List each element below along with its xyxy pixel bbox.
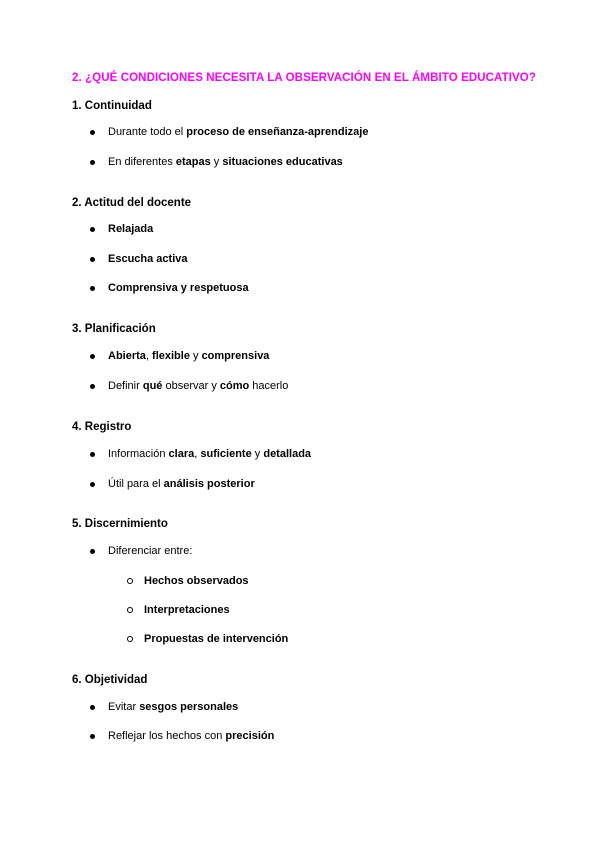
section-heading-registro: 4. Registro: [72, 421, 132, 433]
list-item: Definir qué observar y cómo hacerlo: [108, 380, 288, 392]
bullet-icon: [90, 227, 95, 232]
section-heading-actitud: 2. Actitud del docente: [72, 197, 192, 209]
circle-bullet-icon: [127, 636, 133, 642]
section-heading-objetividad: 6. Objetividad: [72, 674, 148, 686]
sub-list-item: Interpretaciones: [144, 604, 230, 616]
list-item: Útil para el análisis posterior: [108, 478, 255, 490]
list-item: Durante todo el proceso de enseñanza-aprendizaje: [108, 126, 368, 138]
sub-list-item: Hechos observados: [144, 575, 249, 587]
list-item: Reflejar los hechos con precisión: [108, 730, 274, 742]
section-heading-continuidad: 1. Continuidad: [72, 100, 152, 112]
section-heading-planificacion: 3. Planificación: [72, 323, 156, 335]
section-heading-discernimiento: 5. Discernimiento: [72, 518, 168, 530]
document-title: 2. ¿QUÉ CONDICIONES NECESITA LA OBSERVACIÓN EN EL ÁMBITO EDUCATIVO?: [72, 72, 536, 84]
circle-bullet-icon: [127, 578, 133, 584]
list-item: Escucha activa: [108, 253, 188, 265]
bullet-icon: [90, 549, 95, 554]
list-item: Diferenciar entre:: [108, 545, 192, 557]
bullet-icon: [90, 705, 95, 710]
bullet-icon: [90, 734, 95, 739]
bullet-icon: [90, 160, 95, 165]
bullet-icon: [90, 354, 95, 359]
bullet-icon: [90, 257, 95, 262]
list-item: Evitar sesgos personales: [108, 701, 238, 713]
circle-bullet-icon: [127, 607, 133, 613]
bullet-icon: [90, 482, 95, 487]
sub-list-item: Propuestas de intervención: [144, 633, 288, 645]
bullet-icon: [90, 286, 95, 291]
bullet-icon: [90, 384, 95, 389]
list-item: En diferentes etapas y situaciones educativas: [108, 156, 343, 168]
list-item: Comprensiva y respetuosa: [108, 282, 249, 294]
bullet-icon: [90, 130, 95, 135]
list-item: Abierta, flexible y comprensiva: [108, 350, 269, 362]
list-item: Relajada: [108, 223, 153, 235]
list-item: Información clara, suficiente y detallada: [108, 448, 311, 460]
bullet-icon: [90, 452, 95, 457]
